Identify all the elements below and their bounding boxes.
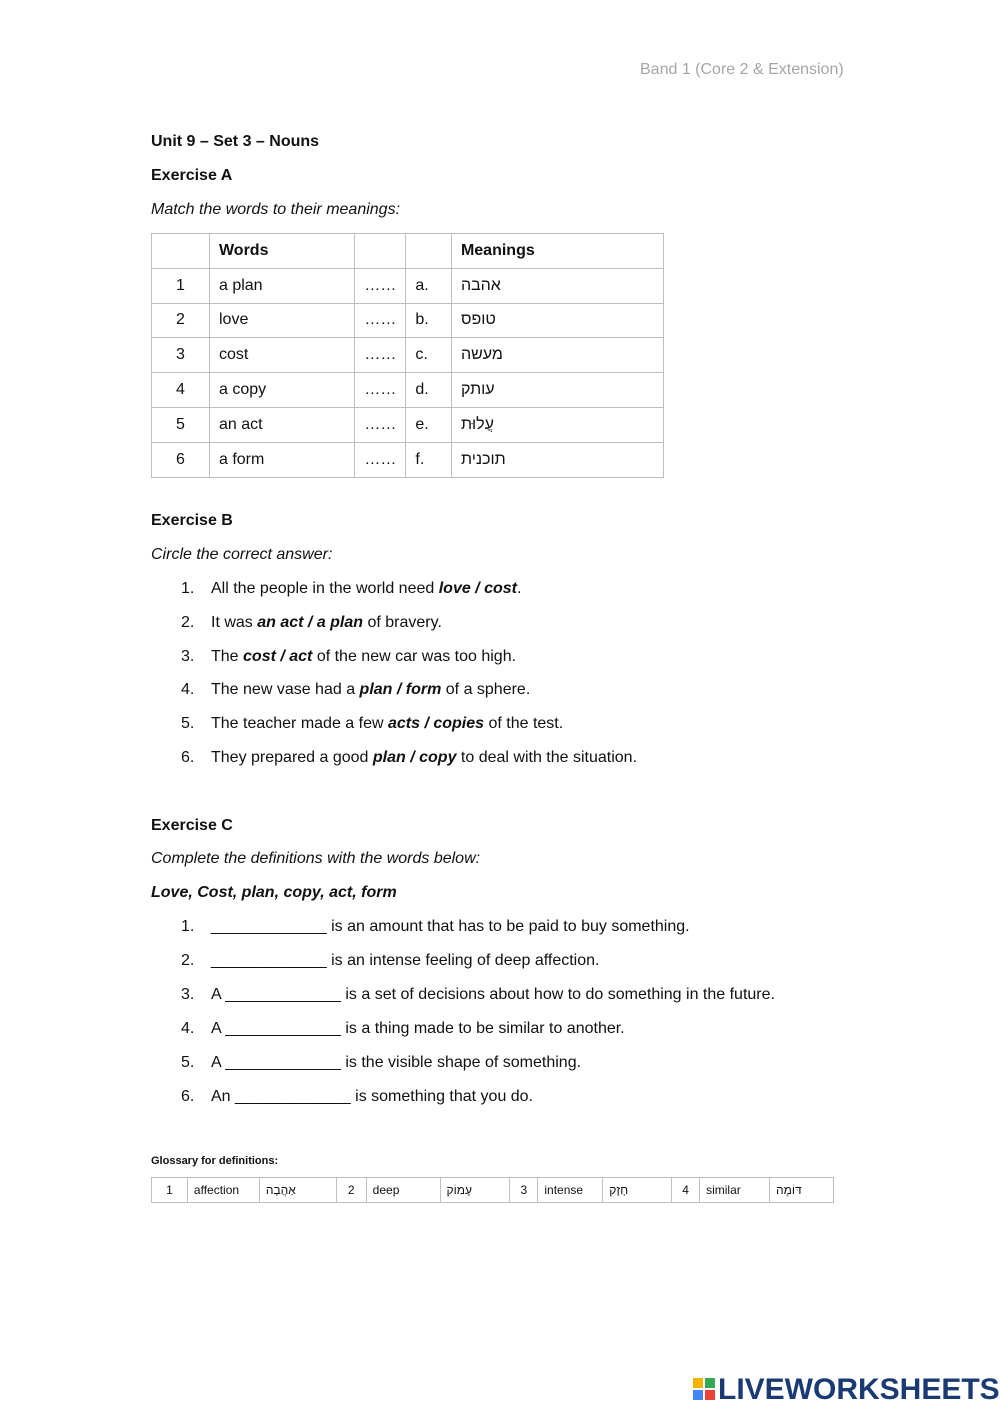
item-post: . xyxy=(516,580,522,597)
row-word: a copy xyxy=(209,373,354,408)
item-number: 4. xyxy=(181,1020,195,1037)
table-row xyxy=(152,407,664,442)
item-number: 5. xyxy=(181,715,195,732)
table-header-row xyxy=(152,234,664,269)
exercise-b-instruction: Circle the correct answer: xyxy=(151,546,333,563)
row-meaning: עותק xyxy=(451,373,663,408)
item-pre: It was xyxy=(211,614,258,631)
item-number: 6. xyxy=(181,749,195,766)
item-number: 2. xyxy=(181,952,195,969)
row-word: an act xyxy=(209,407,354,442)
table-row xyxy=(152,303,664,338)
row-num: 2 xyxy=(152,303,210,338)
table-row xyxy=(152,442,664,477)
glossary-hebrew: אַהֲבָה xyxy=(259,1178,336,1203)
logo-grid-icon xyxy=(693,1378,715,1400)
answer-blank[interactable]: …… xyxy=(355,407,406,442)
list-item xyxy=(181,986,775,1004)
list-item xyxy=(181,715,563,733)
item-number: 3. xyxy=(181,648,195,665)
answer-blank[interactable]: …… xyxy=(355,338,406,373)
row-letter: a. xyxy=(406,268,452,303)
answer-choice[interactable]: acts / copies xyxy=(387,715,485,732)
exercise-b-title: Exercise B xyxy=(151,512,233,529)
row-word: love xyxy=(209,303,354,338)
list-item xyxy=(181,1054,581,1072)
glossary-hebrew: חָזָק xyxy=(603,1178,672,1203)
answer-blank[interactable]: …… xyxy=(355,268,406,303)
row-word: a form xyxy=(209,442,354,477)
glossary-title: Glossary for definitions: xyxy=(151,1155,279,1167)
item-pre: All the people in the world need xyxy=(211,580,439,597)
word-bank: Love, Cost, plan, copy, act, form xyxy=(151,884,397,901)
item-pre: The xyxy=(211,648,244,665)
glossary-row xyxy=(152,1178,834,1203)
header-num xyxy=(152,234,210,269)
item-pre: The new vase had a xyxy=(211,681,360,698)
exercise-a-title: Exercise A xyxy=(151,167,233,184)
item-post: of the test. xyxy=(484,715,564,732)
row-letter: c. xyxy=(406,338,452,373)
table-row xyxy=(152,338,664,373)
definition-text[interactable]: _____________ is an amount that has to be paid to buy something. xyxy=(211,918,690,935)
item-post: to deal with the situation. xyxy=(456,749,638,766)
row-num: 5 xyxy=(152,407,210,442)
glossary-hebrew: דּוֹמֶה xyxy=(770,1178,834,1203)
row-meaning: אהבה xyxy=(451,268,663,303)
row-meaning: תוכנית xyxy=(451,442,663,477)
list-item xyxy=(181,648,516,666)
answer-choice[interactable]: love / cost xyxy=(438,580,517,597)
list-item xyxy=(181,1088,533,1106)
item-number: 3. xyxy=(181,986,195,1003)
definition-text[interactable]: A _____________ is a thing made to be similar to another. xyxy=(211,1020,625,1037)
answer-blank[interactable]: …… xyxy=(355,303,406,338)
glossary-num: 1 xyxy=(152,1178,188,1203)
item-number: 1. xyxy=(181,918,195,935)
glossary-hebrew: עָמוֹק xyxy=(440,1178,510,1203)
answer-choice[interactable]: plan / copy xyxy=(372,749,457,766)
item-number: 2. xyxy=(181,614,195,631)
row-word: cost xyxy=(209,338,354,373)
band-header: Band 1 (Core 2 & Extension) xyxy=(640,61,844,78)
item-number: 6. xyxy=(181,1088,195,1105)
definition-text[interactable]: An _____________ is something that you do. xyxy=(211,1088,534,1105)
glossary-word: deep xyxy=(366,1178,440,1203)
row-letter: f. xyxy=(406,442,452,477)
list-item xyxy=(181,918,690,936)
glossary-num: 2 xyxy=(336,1178,366,1203)
row-word: a plan xyxy=(209,268,354,303)
row-num: 3 xyxy=(152,338,210,373)
row-meaning: טופס xyxy=(451,303,663,338)
answer-blank[interactable]: …… xyxy=(355,442,406,477)
item-post: of a sphere. xyxy=(441,681,531,698)
row-letter: d. xyxy=(406,373,452,408)
glossary-word: similar xyxy=(700,1178,770,1203)
glossary-word: affection xyxy=(187,1178,259,1203)
glossary-word: intense xyxy=(538,1178,603,1203)
glossary-num: 3 xyxy=(510,1178,538,1203)
definition-text[interactable]: A _____________ is the visible shape of something. xyxy=(211,1054,582,1071)
header-meanings: Meanings xyxy=(451,234,663,269)
row-meaning: עֲלוּת xyxy=(451,407,663,442)
exercise-c-title: Exercise C xyxy=(151,817,233,834)
logo-text: LIVEWORKSHEETS xyxy=(718,1373,1000,1406)
row-letter: e. xyxy=(406,407,452,442)
definition-text[interactable]: A _____________ is a set of decisions about how to do something in the future. xyxy=(211,986,775,1003)
list-item xyxy=(181,1020,625,1038)
exercise-c-instruction: Complete the definitions with the words below: xyxy=(151,850,481,867)
item-post: of the new car was too high. xyxy=(312,648,517,665)
liveworksheets-logo xyxy=(693,1373,1000,1407)
list-item xyxy=(181,749,637,767)
row-num: 4 xyxy=(152,373,210,408)
header-words: Words xyxy=(209,234,354,269)
item-post: of bravery. xyxy=(363,614,442,631)
row-meaning: מעשה xyxy=(451,338,663,373)
exercise-a-instruction: Match the words to their meanings: xyxy=(151,201,401,218)
item-number: 4. xyxy=(181,681,195,698)
table-row xyxy=(152,373,664,408)
item-number: 1. xyxy=(181,580,195,597)
list-item xyxy=(181,681,530,699)
answer-blank[interactable]: …… xyxy=(355,373,406,408)
glossary-num: 4 xyxy=(672,1178,700,1203)
glossary-table xyxy=(151,1177,834,1203)
header-letter xyxy=(406,234,452,269)
unit-title: Unit 9 – Set 3 – Nouns xyxy=(151,133,320,150)
item-number: 5. xyxy=(181,1054,195,1071)
list-item xyxy=(181,952,599,970)
definition-text[interactable]: _____________ is an intense feeling of deep affection. xyxy=(211,952,600,969)
row-letter: b. xyxy=(406,303,452,338)
answer-choice[interactable]: an act / a plan xyxy=(257,614,364,631)
item-pre: The teacher made a few xyxy=(211,715,388,732)
row-num: 1 xyxy=(152,268,210,303)
matching-table xyxy=(151,233,664,478)
answer-choice[interactable]: plan / form xyxy=(359,681,442,698)
list-item xyxy=(181,580,521,598)
list-item xyxy=(181,614,442,632)
item-pre: They prepared a good xyxy=(211,749,373,766)
row-num: 6 xyxy=(152,442,210,477)
table-row xyxy=(152,268,664,303)
answer-choice[interactable]: cost / act xyxy=(243,648,313,665)
header-blank xyxy=(355,234,406,269)
